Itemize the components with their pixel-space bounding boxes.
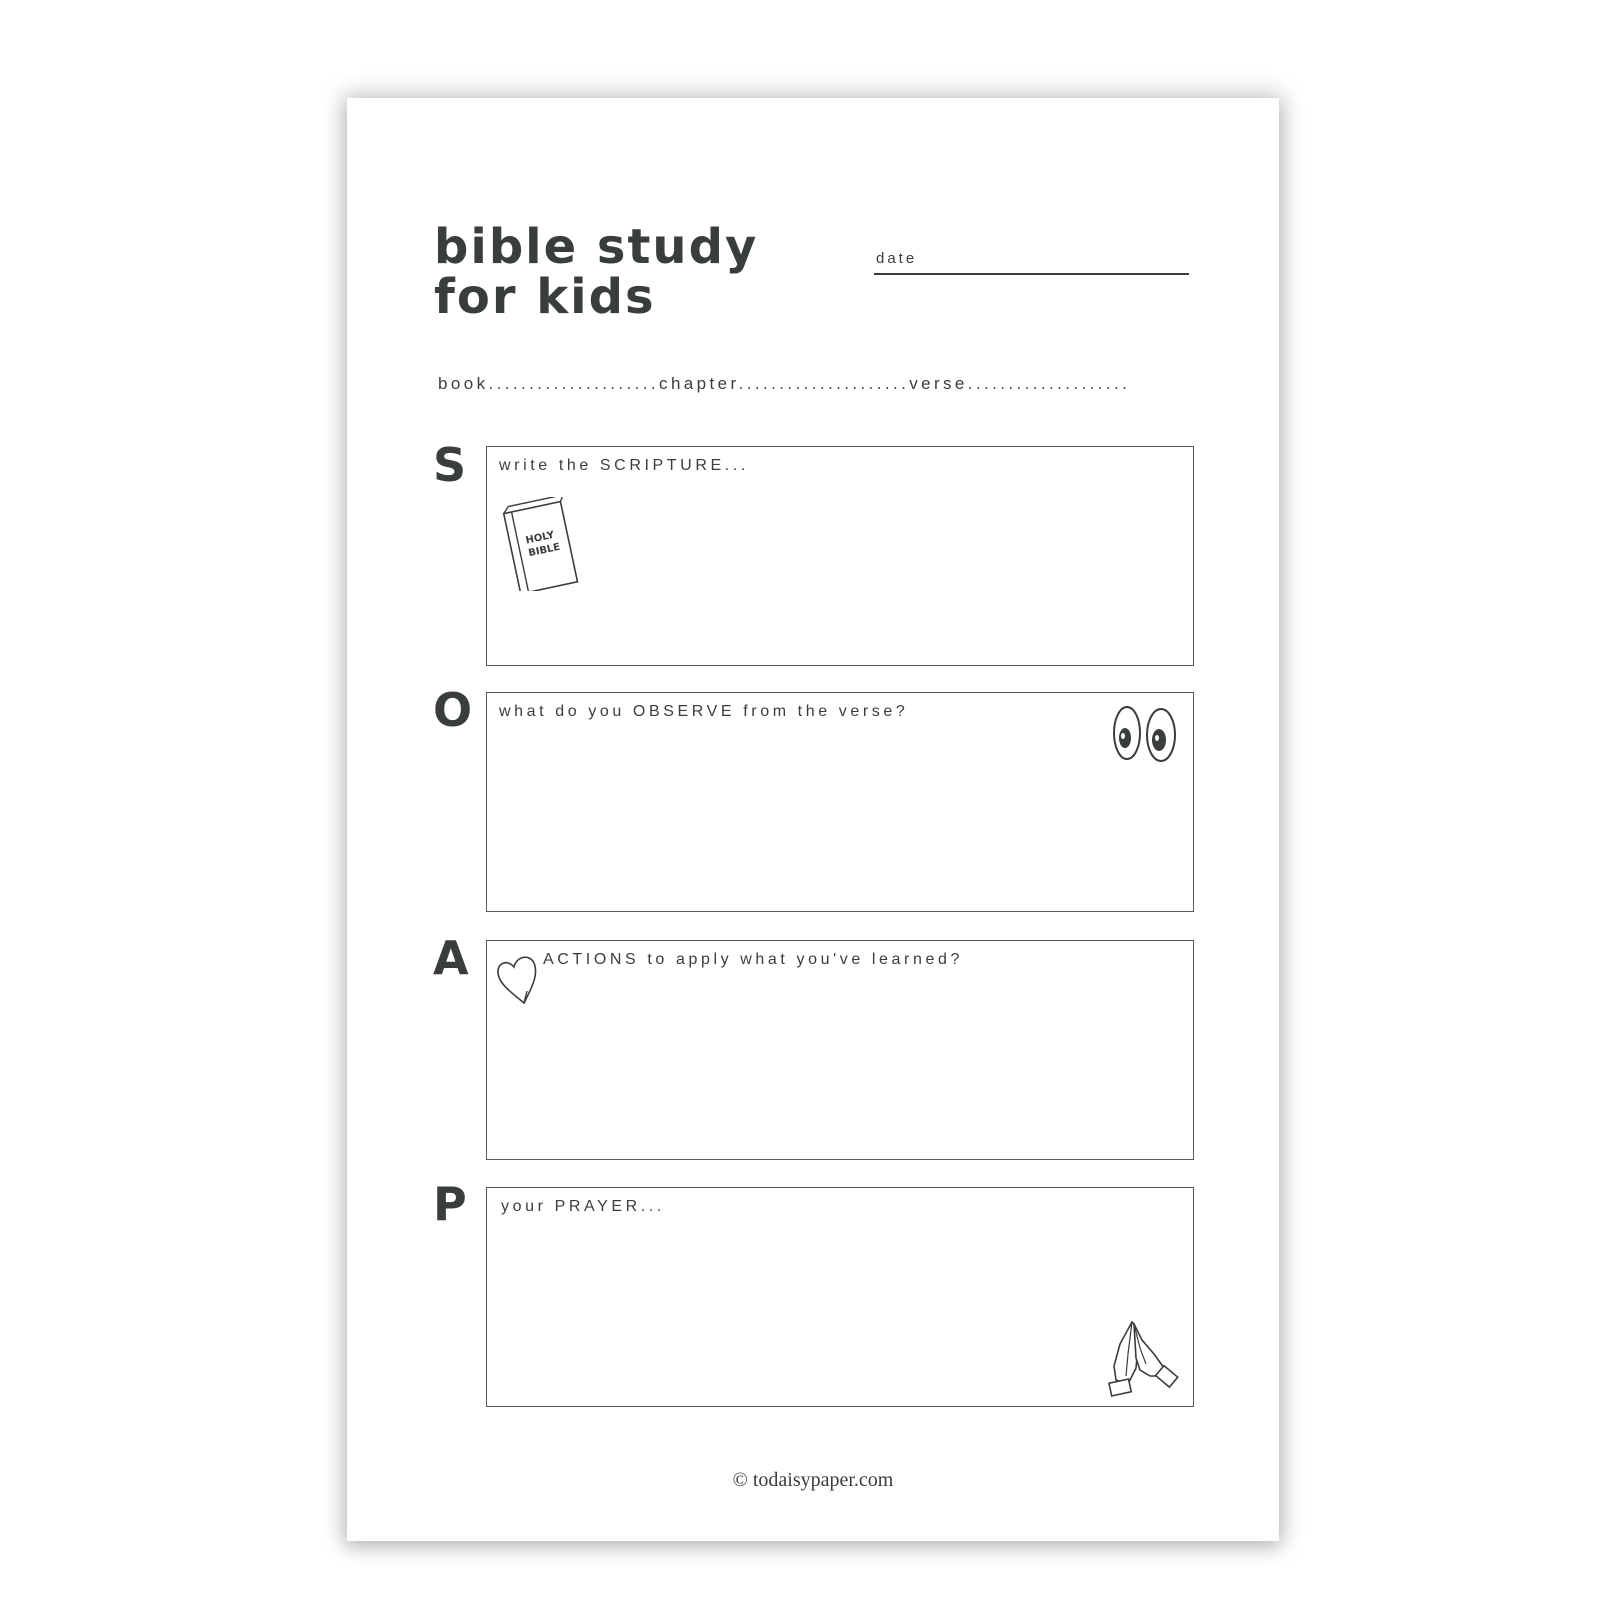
worksheet-page <box>347 98 1279 1541</box>
observe-box[interactable] <box>486 692 1194 912</box>
holy-bible-icon <box>499 497 581 591</box>
title-line-1: bible study <box>434 219 759 275</box>
prayer-box[interactable] <box>486 1187 1194 1407</box>
praying-hands-icon <box>1102 1318 1184 1400</box>
page-title <box>434 219 759 325</box>
letter-a: A <box>433 931 469 985</box>
scripture-box[interactable] <box>486 446 1194 666</box>
actions-box[interactable] <box>486 940 1194 1160</box>
scripture-prompt: write the SCRIPTURE... <box>499 457 749 474</box>
letter-s: S <box>433 438 467 492</box>
letter-o: O <box>433 683 473 737</box>
copyright-footer: © todaisypaper.com <box>732 1469 894 1491</box>
heart-icon <box>495 951 539 1007</box>
actions-prompt: ACTIONS to apply what you've learned? <box>543 951 963 968</box>
date-label: date <box>876 250 918 267</box>
bible-icon-text-1: HOLY <box>524 529 556 547</box>
reference-line: book.....................chapter.....................verse.................... <box>438 374 1131 393</box>
eyes-icon <box>1110 701 1180 765</box>
observe-prompt: what do you OBSERVE from the verse? <box>499 703 909 720</box>
title-line-2: for kids <box>434 269 656 325</box>
date-field-line[interactable] <box>874 273 1189 275</box>
bible-icon-text-2: BIBLE <box>527 541 562 560</box>
prayer-prompt: your PRAYER... <box>501 1198 665 1215</box>
letter-p: P <box>433 1177 467 1231</box>
